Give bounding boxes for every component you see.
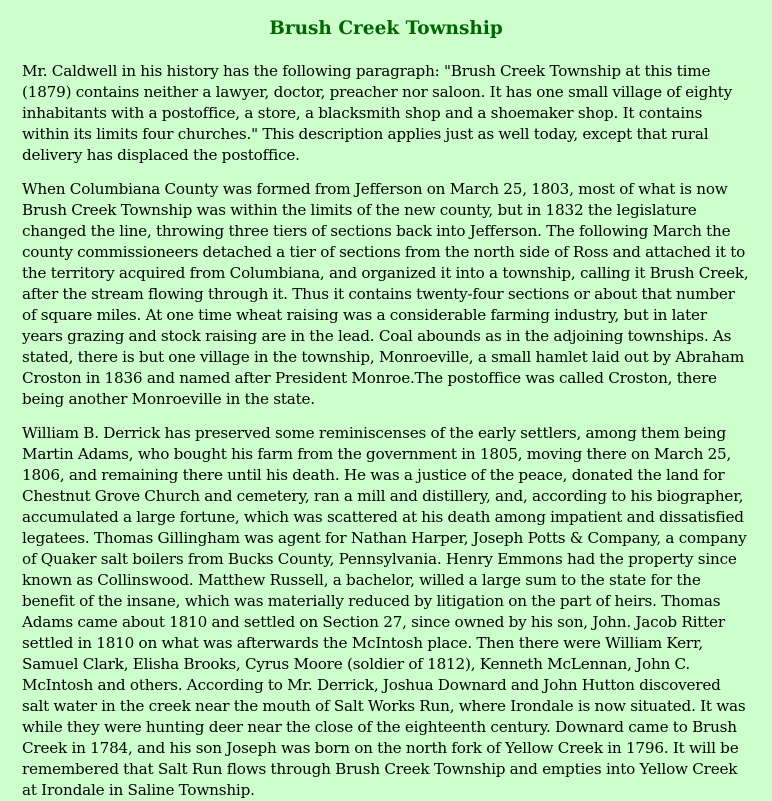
- paragraph-early-settlers: William B. Derrick has preserved some reminiscenses of the early settlers, among them being Martin Adams, who bought his farm from the government in 1805, moving there on March 25, 1806, and remaining there until his death. He was a justice of the peace, donated the land for Chestnut Grove Church and cemetery, ran a mill and distillery, and, according to his biographer, accumulated a large fortune, which was scattered at his death among impatient and dissatisfied legatees. Thomas Gillingham was agent for Nathan Harper, Joseph Potts & Company, a company of Quaker salt boilers from Bucks County, Pennsylvania. Henry Emmons had the property since known as Collinswood. Matthew Russell, a bachelor, willed a large sum to the state for the benefit of the insane, which was materially reduced by litigation on the part of heirs. Thomas Adams came about 1810 and settled on Section 27, since owned by his son, John. Jacob Ritter settled in 1810 on what was afterwards the McIntosh place. Then there were William Kerr, Samuel Clark, Elisha Brooks, Cyrus Moore (soldier of 1812), Kenneth McLennan, John C. McIntosh and others. According to Mr. Derrick, Joshua Downard and John Hutton discovered salt water in the creek near the mouth of Salt Works Run, where Irondale is now situated. It was while they were hunting deer near the close of the eighteenth century. Downard came to Brush Creek in 1784, and his son Joseph was born on the north fork of Yellow Creek in 1796. It will be remembered that Salt Run flows through Brush Creek Township and empties into Yellow Creek at Irondale in Saline Township.: [22, 424, 747, 799]
- paragraph-caldwell-quote: Mr. Caldwell in his history has the following paragraph: "Brush Creek Township at this time (1879) contains neither a lawyer, doctor, preacher nor saloon. It has one small village of eighty inhabitants with a postoffice, a store, a blacksmith shop and a shoemaker shop. It contains within its limits four churches." This description applies just as well today, except that rural delivery has displaced the postoffice.: [22, 62, 732, 164]
- paragraph-township-formation: When Columbiana County was formed from Jefferson on March 25, 1803, most of what is now Brush Creek Township was within the limits of the new county, but in 1832 the legislature changed the line, throwing three tiers of sections back into Jefferson. The following March the county commissioneers detached a tier of sections from the north side of Ross and attached it to the territory acquired from Columbiana, and organized it into a township, calling it Brush Creek, after the stream flowing through it. Thus it contains twenty-four sections or about that number of square miles. At one time wheat raising was a considerable farming industry, but in later years grazing and stock raising are in the lead. Coal abounds as in the adjoining townships. As stated, there is but one village in the township, Monroeville, a small hamlet laid out by Abraham Croston in 1836 and named after President Monroe.The postoffice was called Croston, there being another Monroeville in the state.: [22, 180, 749, 408]
- page-title: Brush Creek Township: [269, 18, 503, 39]
